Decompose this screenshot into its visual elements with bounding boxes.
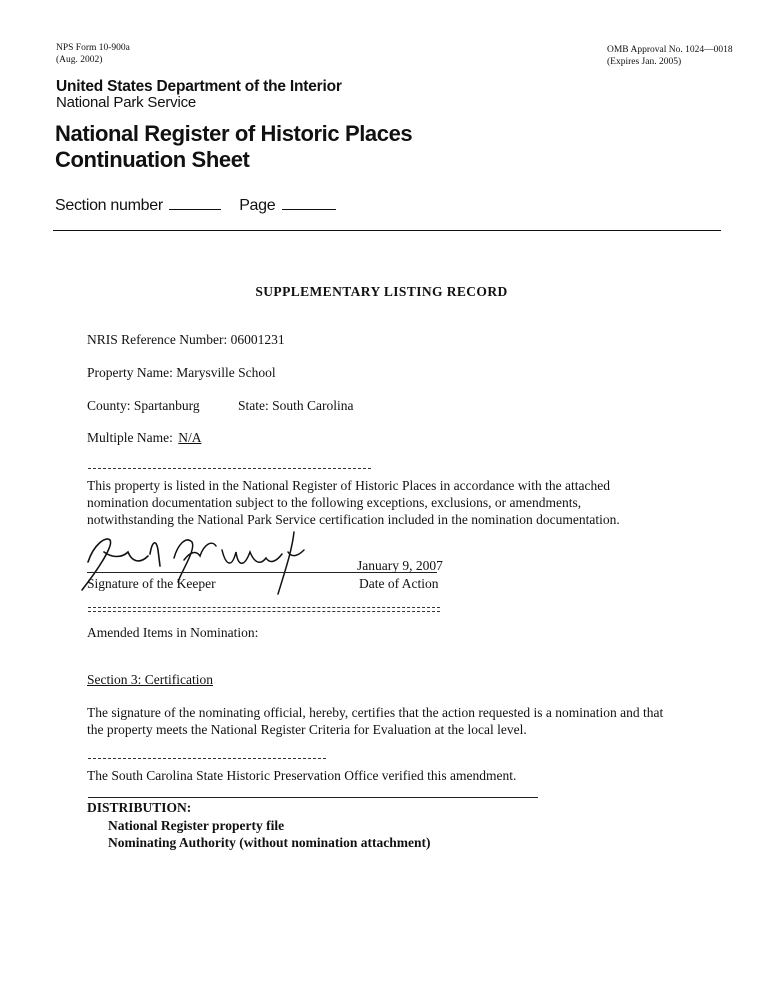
county: County: Spartanburg (87, 398, 200, 413)
multiple-name-label: Multiple Name: (87, 430, 173, 445)
omb-approval: OMB Approval No. 1024—0018 (607, 45, 733, 55)
department-name: United States Department of the Interior (56, 78, 342, 95)
statement-line-3: notwithstanding the National Park Service certification included in the nomination documentation. (87, 512, 620, 527)
header-divider (53, 230, 721, 231)
page-title: National Register of Historic Places (55, 121, 413, 146)
amendment-divider (88, 607, 440, 612)
omb-expires: (Expires Jan. 2005) (607, 57, 682, 67)
property-name: Property Name: Marysville School (87, 365, 276, 380)
section-number-blank (169, 209, 221, 210)
statement-line-2: nomination documentation subject to the following exceptions, exclusions, or amendments, (87, 495, 582, 510)
date-of-action-label: Date of Action (359, 576, 439, 591)
signature-label: Signature of the Keeper (87, 576, 216, 591)
certification-line-1: The signature of the nominating official, hereby, certifies that the action requested is a nomination and that (87, 705, 664, 720)
form-date: (Aug. 2002) (56, 55, 103, 65)
distribution-label: DISTRIBUTION: (87, 800, 192, 815)
record-heading: SUPPLEMENTARY LISTING RECORD (255, 284, 508, 299)
action-date: January 9, 2007 (357, 558, 443, 573)
statement-divider (88, 468, 371, 469)
distribution-item: Nominating Authority (without nomination attachment) (108, 835, 431, 850)
section-number-label: Section number (55, 197, 163, 214)
service-name: National Park Service (56, 94, 197, 111)
shpo-note: The South Carolina State Historic Preservation Office verified this amendment. (87, 768, 517, 783)
multiple-name (87, 429, 201, 446)
statement-line-1: This property is listed in the National Register of Historic Places in accordance with the attached (87, 478, 610, 493)
page-label: Page (239, 197, 276, 214)
shpo-divider (88, 758, 326, 759)
multiple-name-value: N/A (178, 430, 202, 445)
distribution-item: National Register property file (108, 818, 285, 833)
page-number-blank (282, 209, 336, 210)
section-heading: Section 3: Certification (87, 672, 213, 687)
form-number: NPS Form 10-900a (56, 43, 130, 53)
nris-reference: NRIS Reference Number: 06001231 (87, 332, 285, 347)
distribution-divider (88, 797, 538, 798)
state: State: South Carolina (238, 398, 354, 413)
certification-line-2: the property meets the National Register Criteria for Evaluation at the local level. (87, 722, 527, 737)
amended-items: Amended Items in Nomination: (87, 625, 259, 640)
page-subtitle: Continuation Sheet (55, 147, 250, 172)
section-number-field (55, 197, 336, 215)
